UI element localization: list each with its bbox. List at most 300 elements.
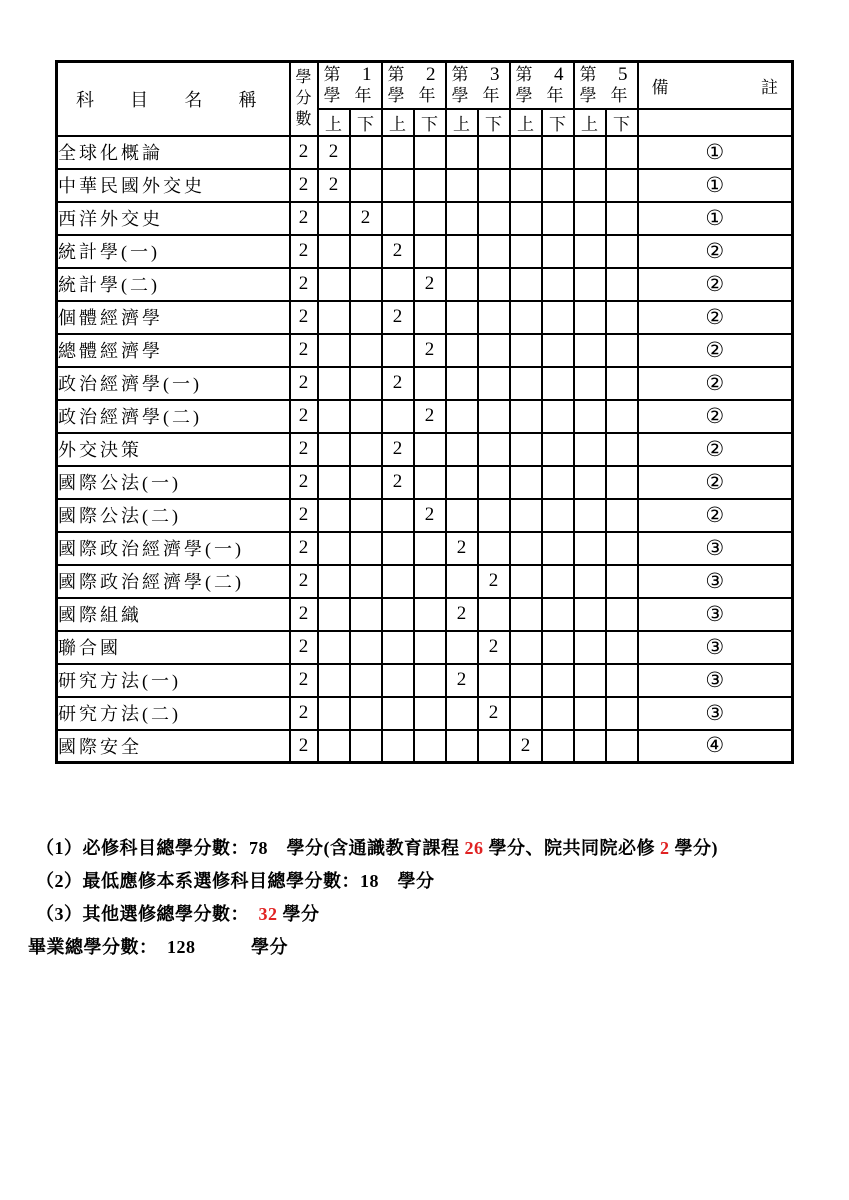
credits-cell: 2 (290, 598, 318, 631)
semester-credit-cell (414, 532, 446, 565)
remark-cell: ② (638, 268, 793, 301)
highlighted-credit-number: 32 (258, 904, 278, 924)
year-prefix: 第 (323, 65, 341, 85)
semester-credit-cell (606, 136, 638, 169)
semester-credit-cell (446, 367, 478, 400)
semester-lower-header: 下 (414, 109, 446, 136)
semester-lower-header: 下 (606, 109, 638, 136)
credits-cell: 2 (290, 169, 318, 202)
note-text: （1）必修科目總學分數：78 學分(含通識教育課程 (36, 838, 465, 858)
semester-lower-header: 下 (478, 109, 510, 136)
credits-cell: 2 (290, 136, 318, 169)
semester-credit-cell (382, 169, 414, 202)
remark-cell: ④ (638, 730, 793, 763)
semester-credit-cell (478, 235, 510, 268)
semester-credit-cell (414, 169, 446, 202)
table-row (57, 466, 793, 499)
remark-subheader-cell (638, 109, 793, 136)
semester-credit-cell (606, 565, 638, 598)
semester-credit-cell (510, 136, 542, 169)
semester-credit-cell (446, 730, 478, 763)
semester-upper-header: 上 (446, 109, 478, 136)
semester-credit-cell (542, 499, 574, 532)
semester-credit-cell (318, 598, 350, 631)
table-row (57, 334, 793, 367)
semester-credit-cell (478, 664, 510, 697)
semester-credit-cell (542, 202, 574, 235)
remark-cell: ② (638, 433, 793, 466)
semester-credit-cell (382, 532, 414, 565)
credits-cell: 2 (290, 334, 318, 367)
semester-credit-cell (510, 598, 542, 631)
semester-credit-cell (542, 334, 574, 367)
semester-credit-cell (606, 202, 638, 235)
semester-credit-cell (318, 202, 350, 235)
semester-credit-cell (382, 697, 414, 730)
year-3-header (446, 62, 510, 109)
semester-credit-cell (606, 730, 638, 763)
year-suffix: 年 (354, 86, 372, 106)
semester-credit-cell (446, 433, 478, 466)
course-name-cell: 研究方法(二) (57, 697, 290, 730)
remark-cell: ③ (638, 532, 793, 565)
year-prefix: 學 (451, 86, 469, 106)
remark-header-char: 註 (761, 77, 778, 97)
note-line-1 (36, 832, 718, 865)
semester-credit-cell (446, 268, 478, 301)
semester-credit-cell (574, 466, 606, 499)
semester-credit-cell (350, 334, 382, 367)
semester-credit-cell (446, 400, 478, 433)
table-row (57, 664, 793, 697)
credits-header (290, 62, 318, 136)
note-text: （3）其他選修總學分數： (36, 904, 259, 924)
semester-credit-cell (510, 169, 542, 202)
graduation-total-line (28, 931, 718, 964)
semester-credit-cell: 2 (382, 235, 414, 268)
semester-credit-cell (542, 598, 574, 631)
semester-credit-cell (478, 202, 510, 235)
semester-credit-cell (606, 400, 638, 433)
semester-credit-cell: 2 (478, 565, 510, 598)
semester-credit-cell (446, 697, 478, 730)
semester-credit-cell (414, 301, 446, 334)
semester-credit-cell (350, 598, 382, 631)
semester-credit-cell (574, 631, 606, 664)
semester-credit-cell (414, 565, 446, 598)
credits-cell: 2 (290, 730, 318, 763)
semester-credit-cell (606, 334, 638, 367)
semester-credit-cell (574, 664, 606, 697)
semester-credit-cell (446, 202, 478, 235)
semester-credit-cell: 2 (318, 136, 350, 169)
table-row (57, 169, 793, 202)
semester-upper-header: 上 (318, 109, 350, 136)
notes (28, 832, 718, 964)
semester-credit-cell (542, 169, 574, 202)
semester-credit-cell (318, 631, 350, 664)
semester-credit-cell (606, 169, 638, 202)
table-row (57, 235, 793, 268)
semester-credit-cell (510, 664, 542, 697)
highlighted-credit-number: 26 (464, 838, 484, 858)
course-name-cell: 西洋外交史 (57, 202, 290, 235)
credits-cell: 2 (290, 697, 318, 730)
semester-credit-cell (542, 268, 574, 301)
semester-credit-cell (542, 664, 574, 697)
year-prefix: 學 (387, 86, 405, 106)
semester-credit-cell (542, 697, 574, 730)
semester-upper-header: 上 (510, 109, 542, 136)
remark-cell: ② (638, 334, 793, 367)
semester-credit-cell (382, 631, 414, 664)
credits-cell: 2 (290, 268, 318, 301)
semester-credit-cell (382, 202, 414, 235)
semester-credit-cell (446, 499, 478, 532)
semester-credit-cell (574, 367, 606, 400)
credits-cell: 2 (290, 565, 318, 598)
credits-cell: 2 (290, 631, 318, 664)
subject-header-char: 科 (76, 89, 94, 110)
semester-credit-cell (606, 697, 638, 730)
semester-credit-cell (414, 664, 446, 697)
semester-credit-cell: 2 (382, 433, 414, 466)
semester-credit-cell: 2 (510, 730, 542, 763)
semester-credit-cell: 2 (446, 532, 478, 565)
credits-cell: 2 (290, 499, 318, 532)
semester-lower-header: 下 (542, 109, 574, 136)
semester-credit-cell (382, 664, 414, 697)
course-name-cell: 國際政治經濟學(二) (57, 565, 290, 598)
table-row (57, 532, 793, 565)
semester-credit-cell (542, 301, 574, 334)
remark-cell: ③ (638, 598, 793, 631)
table-row (57, 202, 793, 235)
year-2-header (382, 62, 446, 109)
subject-name-header (57, 62, 290, 136)
semester-credit-cell (350, 136, 382, 169)
course-name-cell: 聯合國 (57, 631, 290, 664)
semester-credit-cell: 2 (414, 400, 446, 433)
semester-credit-cell (606, 532, 638, 565)
semester-credit-cell (478, 334, 510, 367)
semester-credit-cell (318, 367, 350, 400)
semester-credit-cell (318, 697, 350, 730)
semester-credit-cell (574, 334, 606, 367)
credits-cell: 2 (290, 367, 318, 400)
semester-credit-cell (350, 235, 382, 268)
semester-credit-cell (478, 730, 510, 763)
semester-credit-cell (606, 367, 638, 400)
semester-credit-cell (606, 433, 638, 466)
table-row (57, 499, 793, 532)
year-prefix: 學 (323, 86, 341, 106)
semester-credit-cell (606, 235, 638, 268)
table-row (57, 268, 793, 301)
semester-credit-cell: 2 (382, 301, 414, 334)
semester-credit-cell (446, 301, 478, 334)
semester-upper-header: 上 (382, 109, 414, 136)
semester-credit-cell (446, 631, 478, 664)
semester-credit-cell (542, 400, 574, 433)
semester-credit-cell (478, 268, 510, 301)
semester-credit-cell (350, 565, 382, 598)
semester-credit-cell (478, 499, 510, 532)
semester-credit-cell (318, 730, 350, 763)
semester-credit-cell (478, 466, 510, 499)
remark-cell: ② (638, 367, 793, 400)
remark-cell: ③ (638, 664, 793, 697)
semester-credit-cell (350, 268, 382, 301)
semester-credit-cell (574, 598, 606, 631)
semester-credit-cell (350, 697, 382, 730)
semester-credit-cell (414, 697, 446, 730)
credits-header-char: 學 (295, 69, 312, 87)
remark-header (638, 62, 793, 109)
note-text: 畢業總學分數： 128 學分 (28, 937, 288, 957)
remark-cell: ① (638, 202, 793, 235)
semester-credit-cell (414, 202, 446, 235)
course-name-cell: 統計學(二) (57, 268, 290, 301)
semester-credit-cell (382, 730, 414, 763)
semester-credit-cell (606, 466, 638, 499)
course-name-cell: 政治經濟學(二) (57, 400, 290, 433)
semester-credit-cell (414, 136, 446, 169)
semester-credit-cell (478, 433, 510, 466)
semester-credit-cell (606, 664, 638, 697)
semester-credit-cell (478, 301, 510, 334)
semester-credit-cell: 2 (350, 202, 382, 235)
semester-credit-cell (542, 532, 574, 565)
semester-credit-cell (382, 136, 414, 169)
note-line-3 (36, 898, 718, 931)
semester-credit-cell: 2 (382, 466, 414, 499)
remark-cell: ③ (638, 565, 793, 598)
remark-cell: ② (638, 235, 793, 268)
semester-credit-cell (574, 169, 606, 202)
remark-cell: ③ (638, 697, 793, 730)
semester-credit-cell: 2 (382, 367, 414, 400)
semester-credit-cell (606, 598, 638, 631)
semester-credit-cell (574, 202, 606, 235)
semester-credit-cell (414, 598, 446, 631)
semester-credit-cell (574, 565, 606, 598)
semester-credit-cell (350, 400, 382, 433)
credits-cell: 2 (290, 400, 318, 433)
table-row (57, 433, 793, 466)
semester-credit-cell: 2 (478, 631, 510, 664)
semester-credit-cell (318, 301, 350, 334)
remark-cell: ③ (638, 631, 793, 664)
year-suffix: 年 (418, 86, 436, 106)
semester-credit-cell (510, 367, 542, 400)
credits-header-char: 數 (295, 111, 312, 129)
semester-credit-cell (574, 697, 606, 730)
table-row (57, 565, 793, 598)
semester-credit-cell (510, 301, 542, 334)
semester-credit-cell (350, 664, 382, 697)
subject-header-char: 目 (130, 89, 149, 110)
semester-credit-cell (318, 400, 350, 433)
remark-cell: ① (638, 136, 793, 169)
semester-credit-cell (542, 565, 574, 598)
course-table-body (57, 136, 793, 763)
semester-credit-cell (510, 565, 542, 598)
remark-cell: ② (638, 499, 793, 532)
year-suffix: 年 (482, 86, 500, 106)
year-4-header (510, 62, 574, 109)
course-name-cell: 政治經濟學(一) (57, 367, 290, 400)
semester-credit-cell (414, 367, 446, 400)
semester-credit-cell (446, 334, 478, 367)
semester-credit-cell (510, 466, 542, 499)
course-name-cell: 國際政治經濟學(一) (57, 532, 290, 565)
semester-credit-cell: 2 (446, 598, 478, 631)
semester-credit-cell: 2 (414, 268, 446, 301)
table-row (57, 400, 793, 433)
course-name-cell: 外交決策 (57, 433, 290, 466)
course-name-cell: 中華民國外交史 (57, 169, 290, 202)
semester-credit-cell (350, 301, 382, 334)
semester-credit-cell (574, 235, 606, 268)
year-number: 1 (362, 64, 372, 86)
credits-cell: 2 (290, 466, 318, 499)
credits-cell: 2 (290, 235, 318, 268)
semester-credit-cell (606, 301, 638, 334)
semester-credit-cell (350, 499, 382, 532)
course-name-cell: 國際安全 (57, 730, 290, 763)
semester-credit-cell: 2 (446, 664, 478, 697)
semester-credit-cell (382, 268, 414, 301)
semester-credit-cell (350, 631, 382, 664)
semester-credit-cell (542, 730, 574, 763)
note-text: 學分) (669, 838, 718, 858)
course-name-cell: 統計學(一) (57, 235, 290, 268)
year-1-header (318, 62, 382, 109)
semester-credit-cell (510, 697, 542, 730)
subject-header-char: 稱 (238, 89, 257, 110)
semester-credit-cell (318, 664, 350, 697)
credits-cell: 2 (290, 664, 318, 697)
semester-credit-cell (542, 235, 574, 268)
semester-credit-cell (510, 532, 542, 565)
semester-credit-cell (350, 367, 382, 400)
semester-credit-cell (510, 400, 542, 433)
semester-upper-header: 上 (574, 109, 606, 136)
semester-credit-cell (414, 433, 446, 466)
semester-credit-cell (574, 268, 606, 301)
year-number: 2 (426, 64, 436, 86)
course-name-cell: 國際組織 (57, 598, 290, 631)
semester-credit-cell (318, 433, 350, 466)
semester-credit-cell (446, 136, 478, 169)
semester-credit-cell (510, 433, 542, 466)
semester-credit-cell (446, 466, 478, 499)
year-prefix: 第 (515, 65, 533, 85)
course-name-cell: 全球化概論 (57, 136, 290, 169)
semester-credit-cell (574, 400, 606, 433)
semester-credit-cell: 2 (478, 697, 510, 730)
table-row (57, 367, 793, 400)
semester-credit-cell (318, 235, 350, 268)
semester-credit-cell (446, 235, 478, 268)
semester-credit-cell (318, 499, 350, 532)
table-row (57, 631, 793, 664)
remark-cell: ② (638, 466, 793, 499)
semester-credit-cell (414, 631, 446, 664)
semester-lower-header: 下 (350, 109, 382, 136)
year-suffix: 年 (610, 86, 628, 106)
semester-credit-cell (606, 499, 638, 532)
year-number: 4 (554, 64, 564, 86)
semester-credit-cell (318, 466, 350, 499)
note-text: （2）最低應修本系選修科目總學分數：18 學分 (36, 871, 435, 891)
semester-credit-cell (446, 565, 478, 598)
semester-credit-cell (478, 136, 510, 169)
semester-credit-cell (574, 301, 606, 334)
semester-credit-cell (574, 433, 606, 466)
semester-credit-cell: 2 (318, 169, 350, 202)
course-name-cell: 總體經濟學 (57, 334, 290, 367)
semester-credit-cell (318, 565, 350, 598)
semester-credit-cell (318, 268, 350, 301)
semester-credit-cell (574, 730, 606, 763)
remark-cell: ② (638, 400, 793, 433)
year-number: 5 (618, 64, 628, 86)
semester-credit-cell (574, 499, 606, 532)
semester-credit-cell (574, 532, 606, 565)
credits-header-char: 分 (295, 90, 312, 108)
remark-header-char: 備 (651, 77, 669, 97)
year-prefix: 第 (579, 65, 597, 85)
remark-cell: ② (638, 301, 793, 334)
course-name-cell: 個體經濟學 (57, 301, 290, 334)
table-row (57, 697, 793, 730)
table-row (57, 730, 793, 763)
semester-credit-cell (382, 499, 414, 532)
semester-credit-cell (542, 433, 574, 466)
semester-credit-cell (510, 268, 542, 301)
credits-cell: 2 (290, 301, 318, 334)
semester-credit-cell (510, 202, 542, 235)
semester-credit-cell (478, 367, 510, 400)
semester-credit-cell (382, 334, 414, 367)
note-text: 學分、院共同院必修 (483, 838, 660, 858)
semester-credit-cell (350, 433, 382, 466)
semester-credit-cell (350, 169, 382, 202)
semester-credit-cell (542, 367, 574, 400)
year-number: 3 (490, 64, 500, 86)
year-prefix: 第 (451, 65, 469, 85)
semester-credit-cell (510, 631, 542, 664)
year-5-header (574, 62, 638, 109)
semester-credit-cell (318, 532, 350, 565)
semester-credit-cell (510, 499, 542, 532)
semester-credit-cell (318, 334, 350, 367)
semester-credit-cell: 2 (414, 334, 446, 367)
semester-credit-cell (574, 136, 606, 169)
remark-cell: ① (638, 169, 793, 202)
table-row (57, 136, 793, 169)
semester-credit-cell (446, 169, 478, 202)
semester-credit-cell (350, 466, 382, 499)
year-prefix: 學 (579, 86, 597, 106)
semester-credit-cell (478, 532, 510, 565)
semester-credit-cell (510, 235, 542, 268)
semester-credit-cell (414, 730, 446, 763)
note-line-2 (36, 865, 718, 898)
semester-credit-cell (478, 169, 510, 202)
